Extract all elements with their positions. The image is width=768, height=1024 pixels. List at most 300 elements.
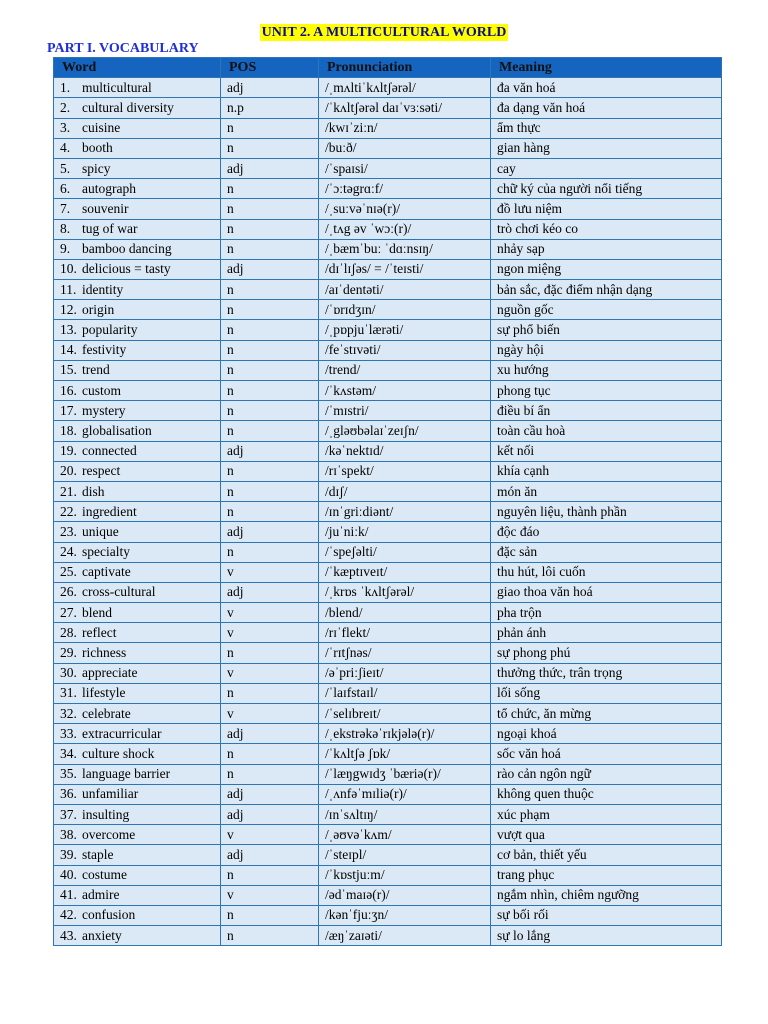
- pos-cell: n.p: [221, 98, 319, 118]
- pos-cell: n: [221, 179, 319, 199]
- pos-cell: n: [221, 461, 319, 481]
- row-number: 29.: [60, 645, 77, 661]
- word-text: connected: [82, 443, 137, 459]
- meaning-cell: món ăn: [491, 481, 722, 501]
- row-number: 36.: [60, 786, 77, 802]
- row-number: 38.: [60, 826, 77, 842]
- meaning-cell: ngắm nhìn, chiêm ngưỡng: [491, 885, 722, 905]
- word-cell: [54, 643, 221, 663]
- pos-cell: adj: [221, 724, 319, 744]
- pos-cell: n: [221, 502, 319, 522]
- row-number: 16.: [60, 382, 77, 398]
- table-row: [54, 320, 722, 340]
- word-text: confusion: [82, 907, 136, 923]
- meaning-cell: pha trộn: [491, 603, 722, 623]
- word-cell: [54, 219, 221, 239]
- word-cell: [54, 623, 221, 643]
- pronunciation-cell: /ˈkʌltʃərəl daɪˈvɜːsəti/: [319, 98, 491, 118]
- pronunciation-cell: /trend/: [319, 360, 491, 380]
- word-text: tug of war: [82, 221, 138, 237]
- meaning-cell: kết nối: [491, 441, 722, 461]
- row-number: 28.: [60, 624, 77, 640]
- meaning-cell: sự phong phú: [491, 643, 722, 663]
- pronunciation-cell: /dɪˈlɪʃəs/ = /ˈteɪsti/: [319, 259, 491, 279]
- pronunciation-cell: /ˈmɪstri/: [319, 401, 491, 421]
- pos-cell: n: [221, 138, 319, 158]
- meaning-cell: trò chơi kéo co: [491, 219, 722, 239]
- table-row: [54, 804, 722, 824]
- meaning-cell: nguyên liệu, thành phần: [491, 502, 722, 522]
- pos-cell: n: [221, 865, 319, 885]
- row-number: 13.: [60, 322, 77, 338]
- row-number: 41.: [60, 887, 77, 903]
- pos-cell: n: [221, 381, 319, 401]
- pronunciation-cell: /ˈspeʃəlti/: [319, 542, 491, 562]
- meaning-cell: sốc văn hoá: [491, 744, 722, 764]
- table-row: [54, 118, 722, 138]
- pronunciation-cell: /rɪˈflekt/: [319, 623, 491, 643]
- meaning-cell: ngon miệng: [491, 259, 722, 279]
- table-row: [54, 360, 722, 380]
- meaning-cell: ngoại khoá: [491, 724, 722, 744]
- word-cell: [54, 320, 221, 340]
- row-number: 4.: [60, 140, 71, 156]
- meaning-cell: xúc phạm: [491, 804, 722, 824]
- pronunciation-cell: /ˈɔːtəgrɑːf/: [319, 179, 491, 199]
- word-cell: [54, 683, 221, 703]
- row-number: 12.: [60, 301, 77, 317]
- pronunciation-cell: /juˈniːk/: [319, 522, 491, 542]
- pronunciation-cell: /kəˈnektɪd/: [319, 441, 491, 461]
- pos-cell: adj: [221, 441, 319, 461]
- pos-cell: n: [221, 421, 319, 441]
- meaning-cell: thu hút, lôi cuốn: [491, 562, 722, 582]
- pronunciation-cell: /ˌʌnfəˈmɪliə(r)/: [319, 784, 491, 804]
- word-cell: [54, 381, 221, 401]
- row-number: 2.: [60, 99, 71, 115]
- row-number: 30.: [60, 665, 77, 681]
- table-row: [54, 300, 722, 320]
- table-row: [54, 623, 722, 643]
- table-row: [54, 784, 722, 804]
- pos-cell: n: [221, 280, 319, 300]
- pronunciation-cell: /ˈlæŋgwɪdʒ ˈbæriə(r)/: [319, 764, 491, 784]
- table-row: [54, 78, 722, 98]
- word-text: lifestyle: [82, 685, 126, 701]
- row-number: 23.: [60, 523, 77, 539]
- pos-cell: adj: [221, 845, 319, 865]
- row-number: 7.: [60, 200, 71, 216]
- word-text: anxiety: [82, 927, 122, 943]
- pronunciation-cell: /ˈkʌltʃə ʃɒk/: [319, 744, 491, 764]
- word-cell: [54, 259, 221, 279]
- table-row: [54, 481, 722, 501]
- word-text: dish: [82, 483, 105, 499]
- pronunciation-cell: /ˌkrɒs ˈkʌltʃərəl/: [319, 582, 491, 602]
- pronunciation-cell: /əˈpriːʃieɪt/: [319, 663, 491, 683]
- table-row: [54, 179, 722, 199]
- table-row: [54, 764, 722, 784]
- meaning-cell: không quen thuộc: [491, 784, 722, 804]
- meaning-cell: sự bối rối: [491, 905, 722, 925]
- word-cell: [54, 582, 221, 602]
- section-heading: PART I. VOCABULARY: [47, 41, 199, 56]
- table-row: [54, 522, 722, 542]
- table-row: [54, 683, 722, 703]
- meaning-cell: độc đáo: [491, 522, 722, 542]
- word-text: cross-cultural: [82, 584, 156, 600]
- row-number: 10.: [60, 261, 77, 277]
- word-text: celebrate: [82, 705, 131, 721]
- word-text: insulting: [82, 806, 130, 822]
- row-number: 19.: [60, 443, 77, 459]
- pos-cell: n: [221, 199, 319, 219]
- word-text: delicious = tasty: [82, 261, 171, 277]
- word-text: captivate: [82, 564, 131, 580]
- word-cell: [54, 179, 221, 199]
- meaning-cell: đa dạng văn hoá: [491, 98, 722, 118]
- pos-cell: v: [221, 603, 319, 623]
- table-row: [54, 138, 722, 158]
- meaning-cell: ngày hội: [491, 340, 722, 360]
- pos-cell: adj: [221, 582, 319, 602]
- pronunciation-cell: /ˈɒrɪdʒɪn/: [319, 300, 491, 320]
- pronunciation-cell: /kənˈfjuːʒn/: [319, 905, 491, 925]
- row-number: 17.: [60, 402, 77, 418]
- meaning-cell: vượt qua: [491, 825, 722, 845]
- pos-cell: adj: [221, 784, 319, 804]
- pronunciation-cell: /ˌmʌltiˈkʌltʃərəl/: [319, 78, 491, 98]
- word-cell: [54, 744, 221, 764]
- meaning-cell: thưởng thức, trân trọng: [491, 663, 722, 683]
- word-text: staple: [82, 846, 114, 862]
- pronunciation-cell: /blend/: [319, 603, 491, 623]
- word-text: bamboo dancing: [82, 241, 172, 257]
- row-number: 18.: [60, 422, 77, 438]
- meaning-cell: tổ chức, ăn mừng: [491, 704, 722, 724]
- word-cell: [54, 845, 221, 865]
- pos-cell: n: [221, 239, 319, 259]
- pronunciation-cell: /ˌtʌg əv ˈwɔː(r)/: [319, 219, 491, 239]
- word-text: culture shock: [82, 745, 155, 761]
- word-cell: [54, 784, 221, 804]
- word-text: extracurricular: [82, 725, 162, 741]
- pos-cell: v: [221, 663, 319, 683]
- table-body: [54, 78, 722, 946]
- row-number: 3.: [60, 120, 71, 136]
- meaning-cell: đồ lưu niệm: [491, 199, 722, 219]
- word-text: mystery: [82, 402, 126, 418]
- word-cell: [54, 522, 221, 542]
- word-text: booth: [82, 140, 113, 156]
- header-meaning: Meaning: [491, 58, 722, 78]
- word-text: richness: [82, 645, 127, 661]
- meaning-cell: nguồn gốc: [491, 300, 722, 320]
- table-header: [54, 58, 722, 78]
- word-cell: [54, 138, 221, 158]
- pronunciation-cell: /ˈselɪbreɪt/: [319, 704, 491, 724]
- word-text: autograph: [82, 180, 136, 196]
- word-text: unique: [82, 523, 119, 539]
- pronunciation-cell: /ˈkæptɪveɪt/: [319, 562, 491, 582]
- word-text: overcome: [82, 826, 136, 842]
- word-cell: [54, 300, 221, 320]
- table-row: [54, 461, 722, 481]
- word-text: souvenir: [82, 200, 129, 216]
- word-text: unfamiliar: [82, 786, 139, 802]
- pronunciation-cell: /ˈkɒstjuːm/: [319, 865, 491, 885]
- word-text: appreciate: [82, 665, 138, 681]
- table-row: [54, 643, 722, 663]
- word-cell: [54, 502, 221, 522]
- word-cell: [54, 360, 221, 380]
- word-cell: [54, 481, 221, 501]
- word-cell: [54, 401, 221, 421]
- meaning-cell: chữ ký của người nổi tiếng: [491, 179, 722, 199]
- word-cell: [54, 603, 221, 623]
- meaning-cell: khía cạnh: [491, 461, 722, 481]
- pronunciation-cell: /buːð/: [319, 138, 491, 158]
- table-row: [54, 502, 722, 522]
- word-text: origin: [82, 301, 115, 317]
- word-text: globalisation: [82, 422, 152, 438]
- row-number: 20.: [60, 463, 77, 479]
- word-text: respect: [82, 463, 121, 479]
- pronunciation-cell: /rɪˈspekt/: [319, 461, 491, 481]
- table-row: [54, 542, 722, 562]
- word-cell: [54, 724, 221, 744]
- pronunciation-cell: /feˈstɪvəti/: [319, 340, 491, 360]
- row-number: 26.: [60, 584, 77, 600]
- word-cell: [54, 441, 221, 461]
- word-cell: [54, 340, 221, 360]
- word-text: spicy: [82, 160, 111, 176]
- pronunciation-cell: /ɪnˈgriːdiənt/: [319, 502, 491, 522]
- table-row: [54, 926, 722, 946]
- meaning-cell: cay: [491, 158, 722, 178]
- word-text: identity: [82, 281, 124, 297]
- row-number: 9.: [60, 241, 71, 257]
- word-cell: [54, 199, 221, 219]
- pronunciation-cell: /aɪˈdentəti/: [319, 280, 491, 300]
- meaning-cell: lối sống: [491, 683, 722, 703]
- row-number: 15.: [60, 362, 77, 378]
- pronunciation-cell: /ˌəʊvəˈkʌm/: [319, 825, 491, 845]
- word-cell: [54, 704, 221, 724]
- pos-cell: n: [221, 905, 319, 925]
- vocabulary-table: [53, 57, 722, 946]
- pronunciation-cell: /ˌsuːvəˈnɪə(r)/: [319, 199, 491, 219]
- row-number: 40.: [60, 867, 77, 883]
- meaning-cell: xu hướng: [491, 360, 722, 380]
- pos-cell: n: [221, 401, 319, 421]
- table-row: [54, 98, 722, 118]
- meaning-cell: ẩm thực: [491, 118, 722, 138]
- pos-cell: v: [221, 704, 319, 724]
- header-pos: POS: [221, 58, 319, 78]
- pos-cell: n: [221, 360, 319, 380]
- table-row: [54, 199, 722, 219]
- pos-cell: adj: [221, 78, 319, 98]
- pos-cell: adj: [221, 259, 319, 279]
- row-number: 1.: [60, 79, 71, 95]
- table-row: [54, 582, 722, 602]
- pos-cell: n: [221, 300, 319, 320]
- table-row: [54, 280, 722, 300]
- table-row: [54, 885, 722, 905]
- page-title: UNIT 2. A MULTICULTURAL WORLD: [261, 25, 507, 40]
- pronunciation-cell: /ˌekstrəkəˈrɪkjələ(r)/: [319, 724, 491, 744]
- pronunciation-cell: /ˈrɪtʃnəs/: [319, 643, 491, 663]
- table-row: [54, 340, 722, 360]
- pos-cell: adj: [221, 804, 319, 824]
- pronunciation-cell: /ˌbæmˈbuː ˈdɑːnsɪŋ/: [319, 239, 491, 259]
- meaning-cell: phản ánh: [491, 623, 722, 643]
- row-number: 43.: [60, 927, 77, 943]
- row-number: 24.: [60, 544, 77, 560]
- pronunciation-cell: /ˌgləʊbəlaɪˈzeɪʃn/: [319, 421, 491, 441]
- row-number: 14.: [60, 342, 77, 358]
- table-row: [54, 825, 722, 845]
- table-row: [54, 845, 722, 865]
- word-text: custom: [82, 382, 121, 398]
- pos-cell: n: [221, 481, 319, 501]
- meaning-cell: đa văn hoá: [491, 78, 722, 98]
- word-text: multicultural: [82, 79, 152, 95]
- table-row: [54, 219, 722, 239]
- pos-cell: adj: [221, 158, 319, 178]
- table-row: [54, 158, 722, 178]
- word-text: admire: [82, 887, 120, 903]
- row-number: 11.: [60, 281, 77, 297]
- word-cell: [54, 421, 221, 441]
- row-number: 42.: [60, 907, 77, 923]
- pos-cell: n: [221, 219, 319, 239]
- row-number: 31.: [60, 685, 77, 701]
- meaning-cell: rào cản ngôn ngữ: [491, 764, 722, 784]
- table-row: [54, 865, 722, 885]
- word-cell: [54, 926, 221, 946]
- row-number: 6.: [60, 180, 71, 196]
- table-row: [54, 239, 722, 259]
- pos-cell: n: [221, 683, 319, 703]
- meaning-cell: bản sắc, đặc điểm nhận dạng: [491, 280, 722, 300]
- pos-cell: v: [221, 562, 319, 582]
- word-cell: [54, 764, 221, 784]
- pronunciation-cell: /dɪʃ/: [319, 481, 491, 501]
- meaning-cell: giao thoa văn hoá: [491, 582, 722, 602]
- pos-cell: n: [221, 643, 319, 663]
- row-number: 21.: [60, 483, 77, 499]
- word-cell: [54, 239, 221, 259]
- row-number: 25.: [60, 564, 77, 580]
- header-word: Word: [54, 58, 221, 78]
- table-row: [54, 704, 722, 724]
- pronunciation-cell: /ˈspaɪsi/: [319, 158, 491, 178]
- pos-cell: adj: [221, 522, 319, 542]
- table-row: [54, 441, 722, 461]
- word-cell: [54, 562, 221, 582]
- row-number: 35.: [60, 766, 77, 782]
- word-cell: [54, 78, 221, 98]
- pronunciation-cell: /ˈkʌstəm/: [319, 381, 491, 401]
- word-text: cuisine: [82, 120, 121, 136]
- word-cell: [54, 158, 221, 178]
- meaning-cell: cơ bản, thiết yếu: [491, 845, 722, 865]
- word-cell: [54, 98, 221, 118]
- row-number: 8.: [60, 221, 71, 237]
- row-number: 34.: [60, 745, 77, 761]
- pos-cell: n: [221, 926, 319, 946]
- table-row: [54, 562, 722, 582]
- word-text: trend: [82, 362, 110, 378]
- meaning-cell: điều bí ẩn: [491, 401, 722, 421]
- table-row: [54, 401, 722, 421]
- row-number: 5.: [60, 160, 71, 176]
- row-number: 32.: [60, 705, 77, 721]
- word-cell: [54, 461, 221, 481]
- table-row: [54, 663, 722, 683]
- table-row: [54, 724, 722, 744]
- row-number: 37.: [60, 806, 77, 822]
- word-cell: [54, 825, 221, 845]
- pronunciation-cell: /ˌpɒpjuˈlærəti/: [319, 320, 491, 340]
- pos-cell: n: [221, 542, 319, 562]
- word-text: costume: [82, 867, 127, 883]
- pos-cell: n: [221, 340, 319, 360]
- row-number: 27.: [60, 604, 77, 620]
- word-cell: [54, 905, 221, 925]
- word-cell: [54, 118, 221, 138]
- table-row: [54, 905, 722, 925]
- table-row: [54, 381, 722, 401]
- meaning-cell: nhảy sạp: [491, 239, 722, 259]
- word-text: language barrier: [82, 766, 171, 782]
- meaning-cell: đặc sản: [491, 542, 722, 562]
- pos-cell: v: [221, 825, 319, 845]
- word-cell: [54, 804, 221, 824]
- row-number: 39.: [60, 846, 77, 862]
- meaning-cell: trang phục: [491, 865, 722, 885]
- word-cell: [54, 280, 221, 300]
- meaning-cell: sự phổ biến: [491, 320, 722, 340]
- pos-cell: n: [221, 764, 319, 784]
- pos-cell: n: [221, 744, 319, 764]
- pronunciation-cell: /ədˈmaɪə(r)/: [319, 885, 491, 905]
- meaning-cell: sự lo lắng: [491, 926, 722, 946]
- word-text: cultural diversity: [82, 99, 174, 115]
- header-row: [54, 58, 722, 78]
- row-number: 22.: [60, 503, 77, 519]
- pronunciation-cell: /ɪnˈsʌltɪŋ/: [319, 804, 491, 824]
- table-row: [54, 421, 722, 441]
- table-row: [54, 259, 722, 279]
- meaning-cell: phong tục: [491, 381, 722, 401]
- word-cell: [54, 542, 221, 562]
- table-row: [54, 603, 722, 623]
- word-text: popularity: [82, 322, 138, 338]
- word-text: festivity: [82, 342, 127, 358]
- pos-cell: n: [221, 320, 319, 340]
- pronunciation-cell: /æŋˈzaɪəti/: [319, 926, 491, 946]
- header-pronunciation: Pronunciation: [319, 58, 491, 78]
- pronunciation-cell: /kwɪˈziːn/: [319, 118, 491, 138]
- word-cell: [54, 663, 221, 683]
- meaning-cell: toàn cầu hoà: [491, 421, 722, 441]
- word-cell: [54, 885, 221, 905]
- row-number: 33.: [60, 725, 77, 741]
- word-text: blend: [82, 604, 112, 620]
